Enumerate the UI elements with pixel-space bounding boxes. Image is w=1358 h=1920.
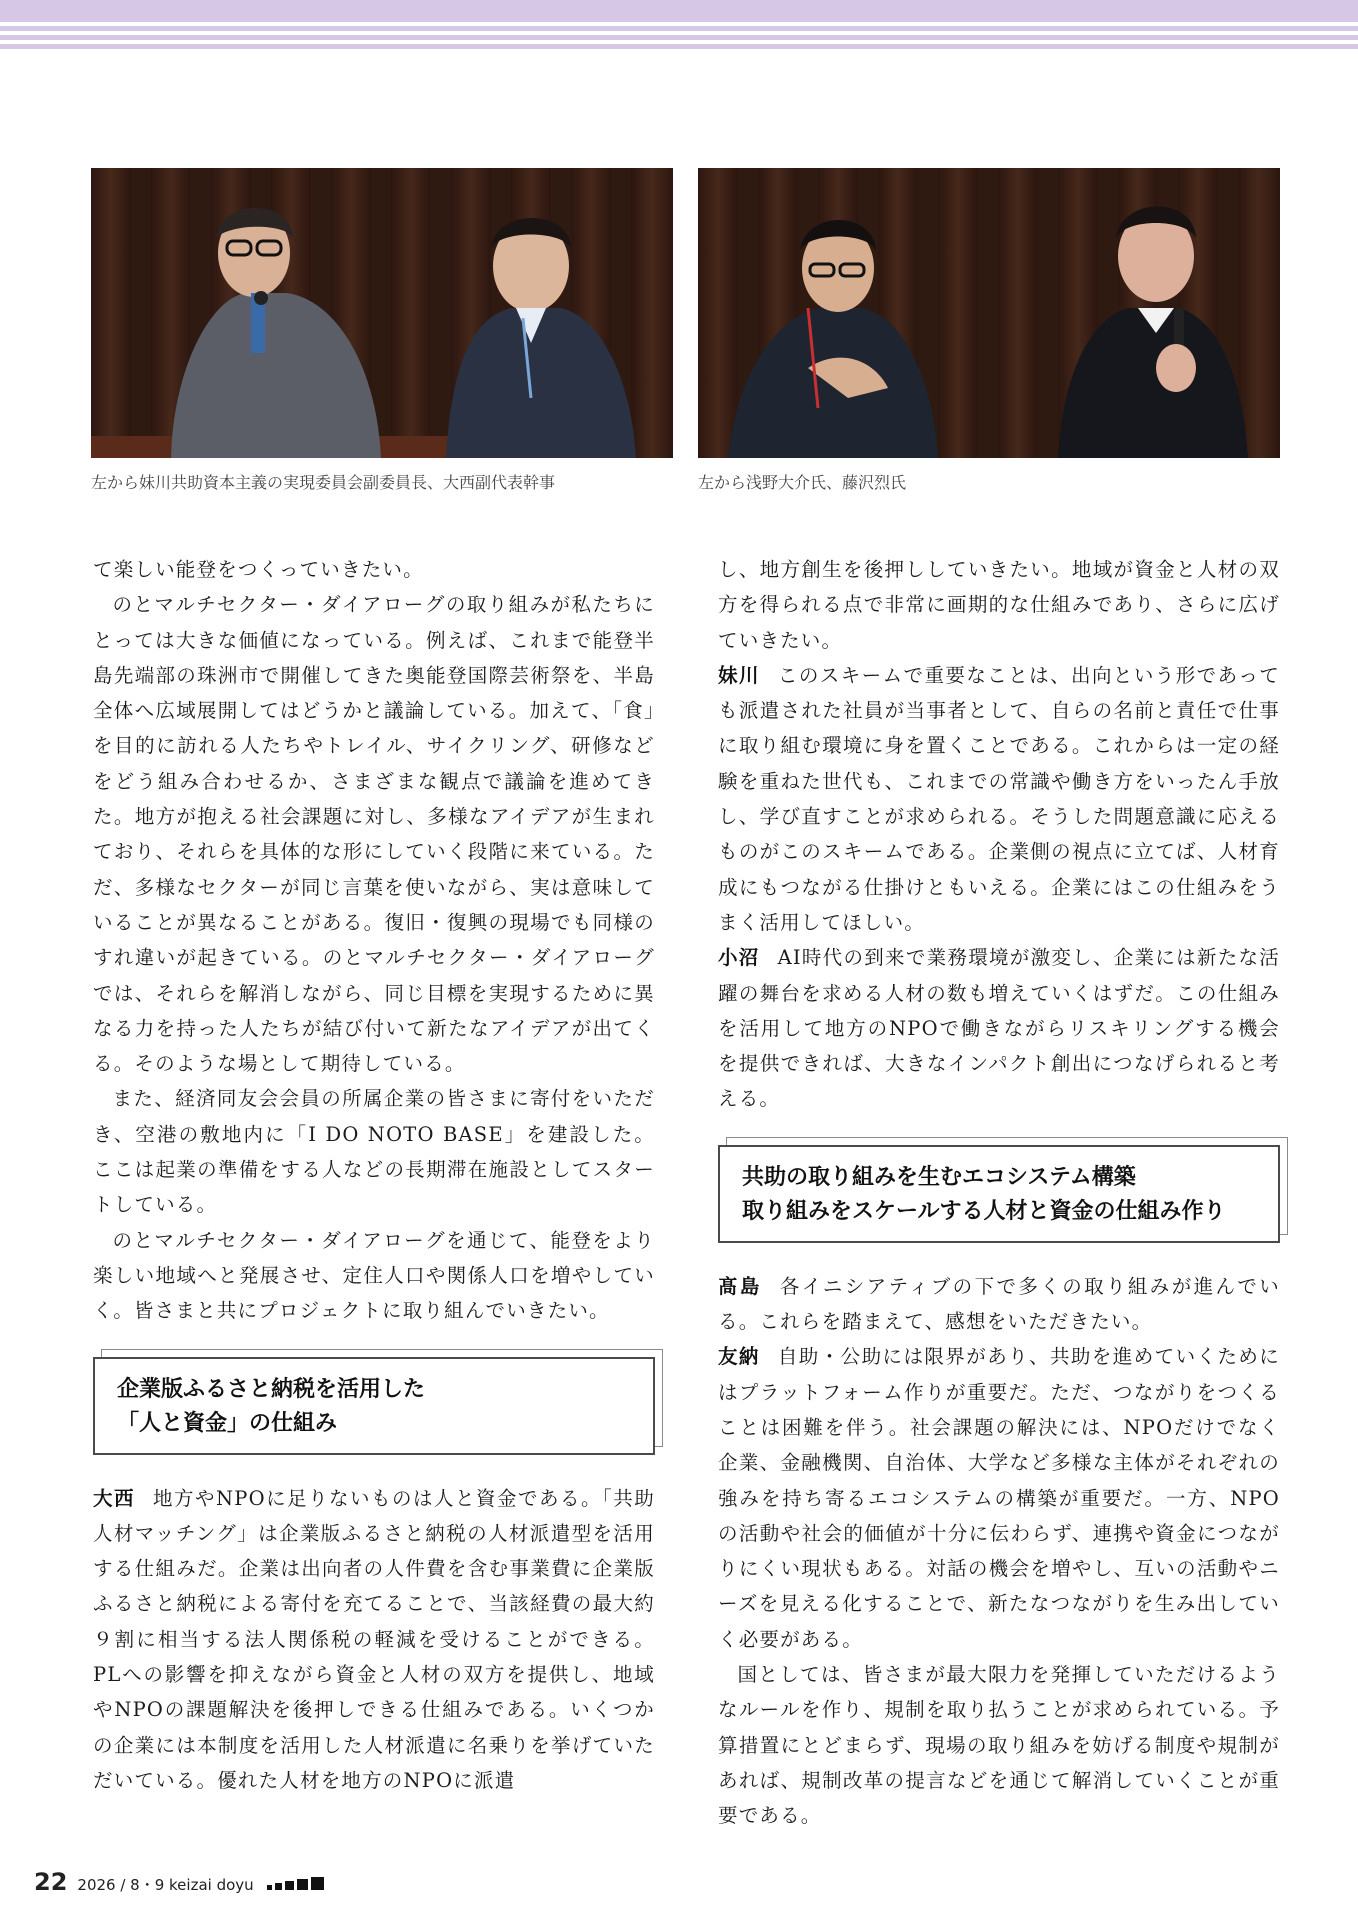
- paragraph: [718, 1269, 1280, 1340]
- heading-line: 「人と資金」の仕組み: [117, 1410, 338, 1436]
- right-column: [718, 552, 1280, 1834]
- section-heading: [93, 1357, 655, 1455]
- issue-label: 2026 / 8・9 keizai doyu: [77, 1876, 254, 1894]
- page-footer: [34, 1868, 324, 1896]
- band: [0, 35, 1358, 40]
- paragraph: [93, 1481, 655, 1799]
- speaker-name: 友納: [718, 1345, 760, 1369]
- paragraph: のとマルチセクター・ダイアローグを通じて、能登をより楽しい地域へと発展させ、定住人口や関係人口を増やしていく。皆さまと共にプロジェクトに取り組んでいきたい。: [93, 1228, 655, 1323]
- paragraph: [718, 940, 1280, 1116]
- paragraph: [718, 1339, 1280, 1657]
- speech-text: 自助・公助には限界があり、共助を進めていくためにはプラットフォーム作りが重要だ。ただ、つながりをつくることは困難を伴う。社会課題の解決には、NPOだけでなく企業、金融機関、自治体、大学など多様な主体がそれぞれの強みを持ち寄るエコシステムの構築が重要だ。一方、NPOの活動や社会的価値が十分に伝わらず、連携や資金につながりにくい現状もある。対話の機会を増やし、互いの活動やニーズを見える化することで、新たなつながりを生み出していく必要がある。: [718, 1345, 1280, 1651]
- page-number: 22: [34, 1868, 68, 1896]
- speech-text: 地方やNPOに足りないものは人と資金である。「共助人材マッチング」は企業版ふるさと納税の人材派遣型を活用する仕組みだ。企業は出向者の人件費を含む事業費に企業版ふるさと納税による寄付を充てることで、当該経費の最大約９割に相当する法人関係税の軽減を受けることができる。PLへの影響を抑えながら資金と人材の双方を提供し、地域やNPOの課題解決を後押しできる仕組みである。いくつかの企業には本制度を活用した人材派遣に名乗りを挙げていただいている。優れた人材を地方のNPOに派遣: [93, 1486, 655, 1792]
- speaker-name: 髙島: [718, 1274, 762, 1298]
- left-column: [93, 552, 655, 1798]
- speaker-name: 大西: [93, 1486, 135, 1510]
- heading-line: 共助の取り組みを生むエコシステム構築: [742, 1164, 1136, 1190]
- paragraph: し、地方創生を後押ししていきたい。地域が資金と人材の双方を得られる点で非常に画期的な仕組みであり、さらに広げていきたい。: [718, 558, 1280, 652]
- speech-text: AI時代の到来で業務環境が激変し、企業には新たな活躍の舞台を求める人材の数も増えていくはずだ。この仕組みを活用して地方のNPOで働きながらリスキリングする機会を提供できれば、大きなインパクト創出につなげられると考える。: [718, 946, 1280, 1111]
- band: [0, 44, 1358, 49]
- speech-text: 各イニシアティブの下で多くの取り組みが進んでいる。これらを踏まえて、感想をいただきたい。: [718, 1274, 1280, 1334]
- speaker-name: 妹川: [718, 663, 760, 687]
- speech-text: このスキームで重要なことは、出向という形であっても派遣された社員が当事者として、自らの名前と責任で仕事に取り組む環境に身を置くことである。これからは一定の経験を重ねた世代も、これまでの常識や働き方をいったん手放し、学び直すことが求められる。そうした問題意識に応えるものがこのスキームである。企業側の視点に立てば、人材育成にもつながる仕掛けともいえる。企業にはこの仕組みをうまく活用してほしい。: [718, 663, 1281, 934]
- section-heading: [718, 1145, 1280, 1243]
- photo-onishi-imokawa: [91, 168, 673, 458]
- heading-frame: [93, 1357, 655, 1455]
- paragraph: また、経済同友会会員の所属企業の皆さまに寄付をいただき、空港の敷地内に「I DO NOTO BASE」を建設した。ここは起業の準備をする人などの長期滞在施設としてスタートしている。: [93, 1087, 655, 1217]
- band: [0, 26, 1358, 31]
- paragraph: のとマルチセクター・ダイアローグの取り組みが私たちにとっては大きな価値になっている。例えば、これまで能登半島先端部の珠洲市で開催してきた奥能登国際芸術祭を、半島全体へ広域展開してはどうかと議論している。加えて、「食」を目的に訪れる人たちやトレイル、サイクリング、研修などをどう組み合わせるか、さまざまな観点で議論を進めてきた。地方が抱える社会課題に対し、多様なアイデアが生まれており、それらを具体的な形にしていく段階に来ている。ただ、多様なセクターが同じ言葉を使いながら、実は意味していることが異なることがある。復旧・復興の現場でも同様のすれ違いが起きている。のとマルチセクター・ダイアローグでは、それらを解消しながら、同じ目標を実現するために異なる力を持った人たちが結び付いて新たなアイデアが出てくる。そのような場として期待している。: [93, 593, 655, 1076]
- footer-squares-icon: [264, 1875, 324, 1894]
- heading-line: 取り組みをスケールする人材と資金の仕組み作り: [742, 1198, 1226, 1224]
- photo-asano-fujisawa: [698, 168, 1280, 458]
- heading-line: 企業版ふるさと納税を活用した: [117, 1376, 426, 1402]
- top-decorative-bands: [0, 0, 1358, 60]
- paragraph: て楽しい能登をつくっていきたい。: [93, 558, 424, 581]
- heading-frame: [718, 1145, 1280, 1243]
- speaker-name: 小沼: [718, 946, 760, 970]
- photo-caption-right: 左から浅野大介氏、藤沢烈氏: [698, 473, 907, 492]
- paragraph: 国としては、皆さまが最大限力を発揮していただけるようなルールを作り、規制を取り払うことが求められている。予算措置にとどまらず、現場の取り組みを妨げる制度や規制があれば、規制改革の提言などを通じて解消していくことが重要である。: [718, 1663, 1280, 1828]
- photo-caption-left: 左から妹川共助資本主義の実現委員会副委員長、大西副代表幹事: [91, 473, 556, 492]
- paragraph: [718, 658, 1280, 940]
- band: [0, 0, 1358, 22]
